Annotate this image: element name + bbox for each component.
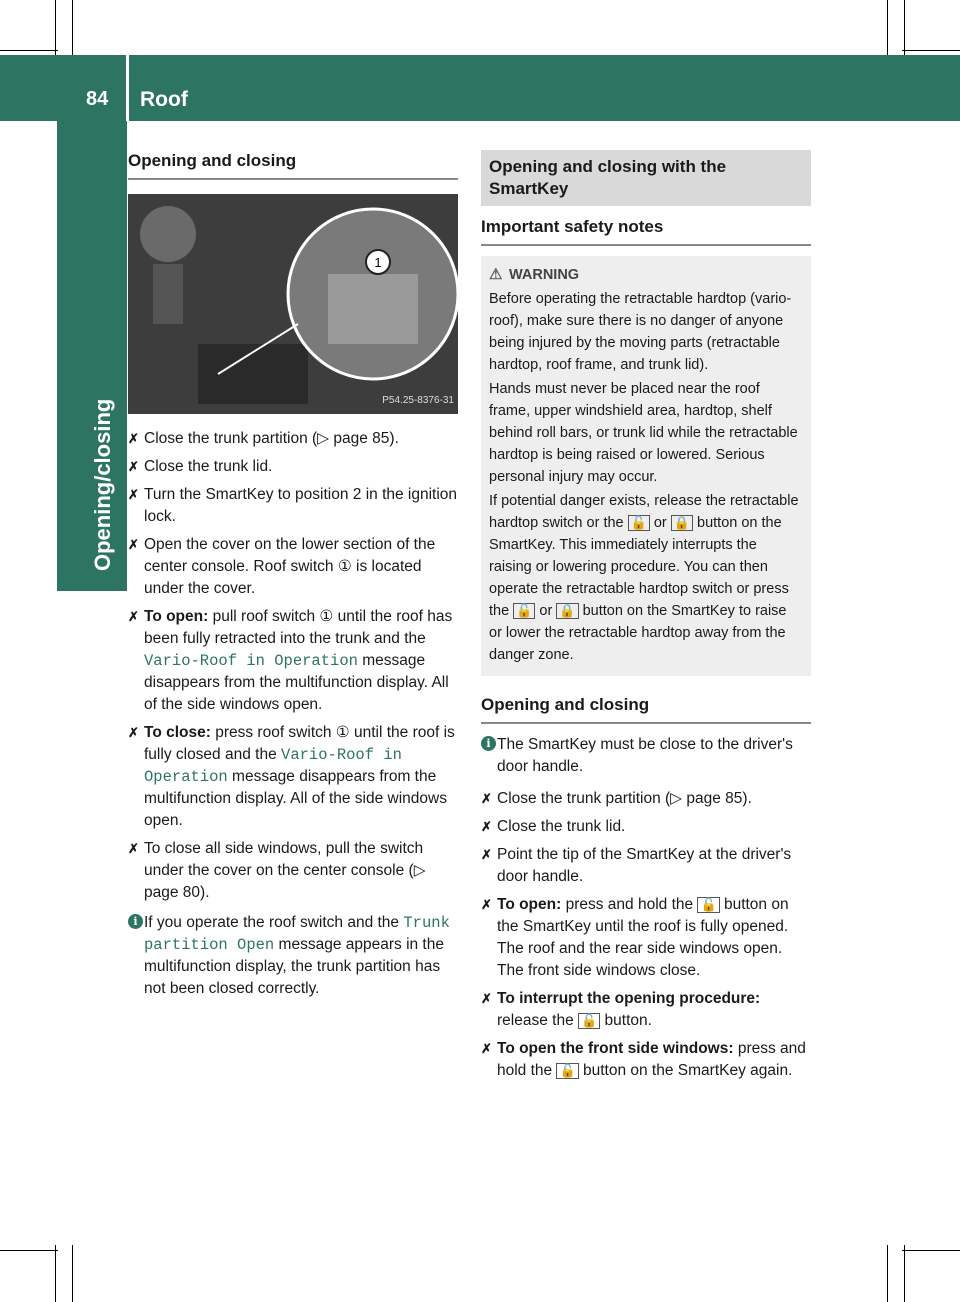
- oc-heading: Opening and closing: [481, 694, 811, 724]
- box-title: Opening and closing with the SmartKey: [481, 150, 811, 206]
- roof-switch-illustration: [128, 194, 458, 414]
- safety-heading: Important safety notes: [481, 216, 811, 246]
- lock-icon: 🔒: [556, 603, 578, 619]
- header-tab: [905, 55, 960, 121]
- list-item-open: ✗ To open: pull roof switch ① until the roof has been fully retracted into the trunk and the Vario-Roof in Operation message disappears from the multifunction display. All of the side windows open.: [128, 608, 453, 713]
- photo-caption: P54.25-8376-31: [382, 395, 454, 406]
- unlock-icon: 🔓: [556, 1063, 578, 1079]
- list-item: ✗ Close the trunk lid.: [481, 818, 626, 835]
- list-item: ✗ To close all side windows, pull the switch under the cover on the center console (▷ page 80).: [128, 840, 426, 901]
- crop-mark: [902, 50, 960, 51]
- warning-icon: ⚠: [489, 266, 503, 283]
- unlock-icon: 🔓: [513, 603, 535, 619]
- crop-mark: [887, 1245, 888, 1302]
- unlock-icon: 🔓: [697, 897, 719, 913]
- list-item-interrupt: ✗ To interrupt the opening procedure: release the 🔓 button.: [481, 990, 761, 1029]
- warning-box: ⚠ WARNING Before operating the retractable hardtop (vario-roof), make sure there is no danger of anyone being injured by the moving parts (retractable hardtop, roof frame, and trunk lid). Hands must never be placed near the roof frame, upper windshield area, hardtop, shelf behind roll bars, or trunk lid while the retractable hardtop is being raised or lowered. Serious personal injury may occur. If potential danger exists, release the retractable hardtop switch or the 🔓 or 🔒 button on the SmartKey. This immediately interrupts the raising or lowering procedure. You can then operate the retractable hardtop switch or press the 🔓 or 🔒 button on the SmartKey to raise or lower the retractable hardtop away from the danger zone.: [481, 256, 811, 676]
- list-item: ✗ Close the trunk partition (▷ page 85).: [481, 790, 752, 807]
- page-header: [0, 55, 905, 121]
- crop-mark: [0, 50, 58, 51]
- list-item-close: ✗ To close: press roof switch ① until the roof is fully closed and the Vario-Roof in Operation message disappears from the multifunction display. All of the side windows open.: [128, 724, 455, 829]
- crop-mark: [887, 0, 888, 58]
- list-item: ✗ Close the trunk partition (▷ page 85).: [128, 430, 399, 447]
- list-item: ✗ Close the trunk lid.: [128, 458, 273, 475]
- section-title: Roof: [140, 88, 188, 111]
- crop-mark: [72, 0, 73, 58]
- crop-mark: [904, 0, 905, 58]
- header-divider: [126, 55, 129, 121]
- left-heading: Opening and closing: [128, 150, 458, 180]
- list-item: ✗ Open the cover on the lower section of the center console. Roof switch ① is located under the cover.: [128, 536, 436, 597]
- lock-icon: 🔒: [671, 515, 693, 531]
- right-column: [481, 150, 811, 1088]
- side-tab-label: Opening/closing: [90, 398, 115, 571]
- crop-mark: [55, 1245, 56, 1302]
- list-item: ✗ Point the tip of the SmartKey at the driver's door handle.: [481, 846, 792, 885]
- list-item-front-windows: ✗ To open the front side windows: press and hold the 🔓 button on the SmartKey again.: [481, 1040, 806, 1079]
- side-tab: [57, 121, 127, 591]
- left-column: [128, 150, 458, 1010]
- info-icon: i: [481, 736, 496, 751]
- list-item: ✗ Turn the SmartKey to position 2 in the ignition lock.: [128, 486, 458, 525]
- unlock-icon: 🔓: [628, 515, 650, 531]
- crop-mark: [0, 1250, 58, 1251]
- crop-mark: [55, 0, 56, 58]
- crop-mark: [902, 1250, 960, 1251]
- photo-callout: 1: [374, 255, 382, 270]
- info-icon: i: [128, 914, 143, 929]
- info-note: i The SmartKey must be close to the driver's door handle.: [481, 734, 811, 778]
- list-item-open: ✗ To open: press and hold the 🔓 button on the SmartKey until the roof is fully opened. The roof and the rear side windows open. The front side windows close.: [481, 896, 789, 979]
- crop-mark: [904, 1245, 905, 1302]
- roof-switch-photo: [128, 194, 458, 414]
- page-number: 84: [86, 88, 109, 110]
- crop-mark: [72, 1245, 73, 1302]
- info-note: i If you operate the roof switch and the Trunk partition Open message appears in the multifunction display, the trunk partition has not been closed correctly.: [128, 912, 458, 1000]
- unlock-icon: 🔓: [578, 1013, 600, 1029]
